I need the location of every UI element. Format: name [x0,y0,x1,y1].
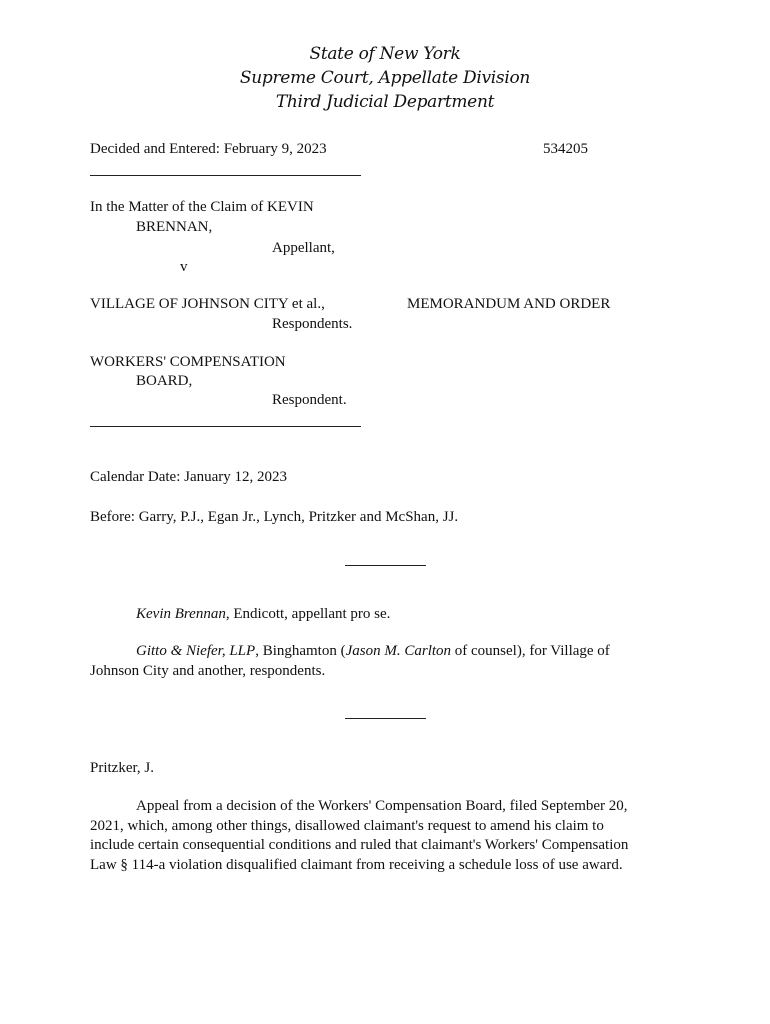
body-line-1: Appeal from a decision of the Workers' Compensation Board, filed September 20, [136,798,628,814]
document-type: MEMORANDUM AND ORDER [407,296,611,312]
respondent-label: Respondent. [272,392,347,408]
village-party: VILLAGE OF JOHNSON CITY et al., [90,296,325,312]
counsel-attorney: Jason M. Carlton [345,643,452,659]
counsel-appellant-detail: , Endicott, appellant pro se. [225,606,391,622]
appellant-label: Appellant, [272,240,335,256]
court-state: State of New York [309,44,461,64]
section-divider-2 [345,718,426,719]
counsel-appellant [136,606,390,623]
panel-judges: Before: Garry, P.J., Egan Jr., Lynch, Pritzker and McShan, JJ. [90,509,459,525]
wcb-line-1: WORKERS' COMPENSATION [90,354,286,370]
matter-line-2: BRENNAN, [136,219,213,235]
body-line-3: include certain consequential conditions and ruled that claimant's Workers' Compensation [90,837,629,853]
respondents-label: Respondents. [272,316,353,332]
body-line-2: 2021, which, among other things, disallowed claimant's request to amend his claim to [90,818,604,834]
counsel-role: of counsel), for Village of [451,643,610,659]
caption-top-rule [90,175,361,176]
counsel-firm: Gitto & Niefer, LLP [136,643,256,659]
calendar-date: Calendar Date: January 12, 2023 [90,469,288,485]
counsel-respondents-line-2: Johnson City and another, respondents. [90,663,326,679]
matter-line-1: In the Matter of the Claim of KEVIN [90,199,314,215]
court-name: Supreme Court, Appellate Division [239,68,531,88]
counsel-respondents-line-1 [136,643,610,660]
opinion-author: Pritzker, J. [90,760,154,776]
court-department: Third Judicial Department [275,92,495,112]
body-line-4: Law § 114-a violation disqualified claimant from receiving a schedule loss of use award. [90,857,623,873]
section-divider-1 [345,565,426,566]
caption-bottom-rule [90,426,361,427]
docket-number: 534205 [543,141,588,157]
wcb-line-2: BOARD, [136,373,193,389]
counsel-appellant-name: Kevin Brennan [136,606,226,622]
decided-date: Decided and Entered: February 9, 2023 [90,141,327,157]
counsel-city: , Binghamton ( [255,643,346,659]
versus: v [180,259,188,275]
